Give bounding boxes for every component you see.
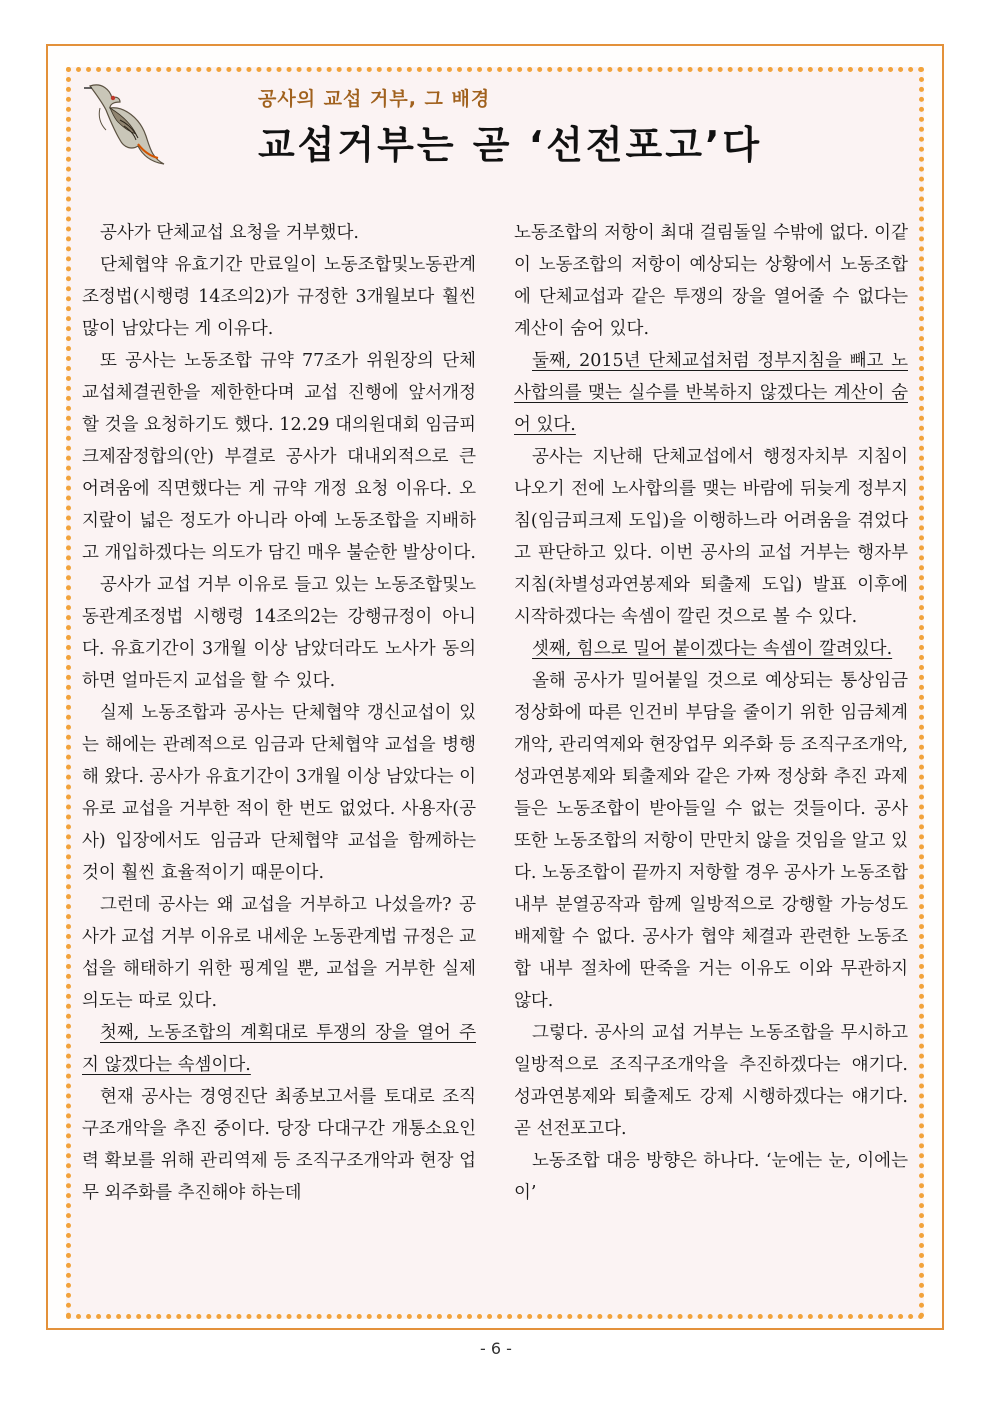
crane-illustration-icon (80, 78, 172, 170)
paragraph: 노동조합 대응 방향은 하나다. ‘눈에는 눈, 이에는 이’ (514, 1151, 908, 1203)
underlined-paragraph (514, 345, 908, 441)
paragraph: 올해 공사가 밀어붙일 것으로 예상되는 통상임금 정상화에 따른 인건비 부담을 줄이기 위한 임금체계개악, 관리역제와 현장업무 외주화 등 조직구조개악, 성과연봉제와 퇴출제와 같은 가짜 정상화 추진 과제들은 노동조합이 받아들일 수 없는 것들이다. 공사 또한 노동조합의 저항이 만만치 않을 것임을 알고 있다. 노동조합이 끝까지 저항할 경우 공사가 노동조합 내부 분열공작과 함께 일방적으로 강행할 가능성도 배제할 수 없다. 공사가 협약 체결과 관련한 노동조합 내부 절차에 딴죽을 거는 이유도 이와 무관하지 않다. (514, 671, 908, 1011)
left-column (82, 217, 476, 1209)
underlined-text: 첫째, 노동조합의 계획대로 투쟁의 장을 열어 주지 않겠다는 속셈이다. (82, 1023, 476, 1075)
paragraph: 또 공사는 노동조합 규약 77조가 위원장의 단체교섭체결권한을 제한한다며 교섭 진행에 앞서개정할 것을 요청하기도 했다. 12.29 대의원대회 임금피크제잠정합의(안) 부결로 공사가 대내외적으로 큰 어려움에 직면했다는 게 규약 개정 요청 이유다. 오지랖이 넓은 정도가 아니라 아예 노동조합을 지배하고 개입하겠다는 의도가 담긴 매우 불순한 발상이다. (82, 351, 476, 563)
page-number: - 6 - (480, 1339, 512, 1358)
article-subtitle: 공사의 교섭 거부, 그 배경 (258, 88, 491, 110)
paragraph: 그런데 공사는 왜 교섭을 거부하고 나섰을까? 공사가 교섭 거부 이유로 내세운 노동관계법 규정은 교섭을 해태하기 위한 핑계일 뿐, 교섭을 거부한 실제 의도는 따로 있다. (82, 895, 476, 1011)
paragraph: 실제 노동조합과 공사는 단체협약 갱신교섭이 있는 해에는 관례적으로 임금과 단체협약 교섭을 병행해 왔다. 공사가 유효기간이 3개월 이상 남았다는 이유로 교섭을 거부한 적이 한 번도 없었다. 사용자(공사) 입장에서도 임금과 단체협약 교섭을 함께하는 것이 훨씬 효율적이기 때문이다. (82, 703, 476, 883)
underlined-text: 셋째, 힘으로 밀어 붙이겠다는 속셈이 깔려있다. (532, 639, 893, 659)
paragraph: 그렇다. 공사의 교섭 거부는 노동조합을 무시하고 일방적으로 조직구조개악을 추진하겠다는 얘기다. 성과연봉제와 퇴출제도 강제 시행하겠다는 얘기다. 곧 선전포고다. (514, 1023, 908, 1139)
paragraph: 공사가 교섭 거부 이유로 들고 있는 노동조합및노동관계조정법 시행령 14조의2는 강행규정이 아니다. 유효기간이 3개월 이상 남았더라도 노사가 동의하면 얼마든지 교섭을 할 수 있다. (82, 575, 476, 691)
underlined-paragraph (82, 1017, 476, 1081)
paragraph: 현재 공사는 경영진단 최종보고서를 토대로 조직구조개악을 추진 중이다. 당장 다대구간 개통소요인력 확보를 위해 관리역제 등 조직구조개악과 현장 업무 외주화를 추진해야 하는데 (82, 1087, 476, 1203)
paragraph: 단체협약 유효기간 만료일이 노동조합및노동관계조정법(시행령 14조의2)가 규정한 3개월보다 훨씬 많이 남았다는 게 이유다. (82, 255, 476, 339)
underlined-paragraph (514, 633, 908, 665)
article-title: 교섭거부는 곧 ‘선전포고’다 (258, 123, 763, 167)
paragraph: 공사는 지난해 단체교섭에서 행정자치부 지침이 나오기 전에 노사합의를 맺는 바람에 뒤늦게 정부지침(임금피크제 도입)을 이행하느라 어려움을 겪었다고 판단하고 있다. 이번 공사의 교섭 거부는 행자부 지침(차별성과연봉제와 퇴출제 도입) 발표 이후에 시작하겠다는 속셈이 깔린 것으로 볼 수 있다. (514, 447, 908, 627)
paragraph: 공사가 단체교섭 요청을 거부했다. (100, 223, 359, 243)
underlined-text: 둘째, 2015년 단체교섭처럼 정부지침을 빼고 노사합의를 맺는 실수를 반복하지 않겠다는 계산이 숨어 있다. (514, 351, 908, 435)
right-column (514, 217, 908, 1209)
paragraph-continued: 노동조합의 저항이 최대 걸림돌일 수밖에 없다. 이같이 노동조합의 저항이 예상되는 상황에서 노동조합에 단체교섭과 같은 투쟁의 장을 열어줄 수 없다는 계산이 숨어 있다. (514, 223, 908, 339)
